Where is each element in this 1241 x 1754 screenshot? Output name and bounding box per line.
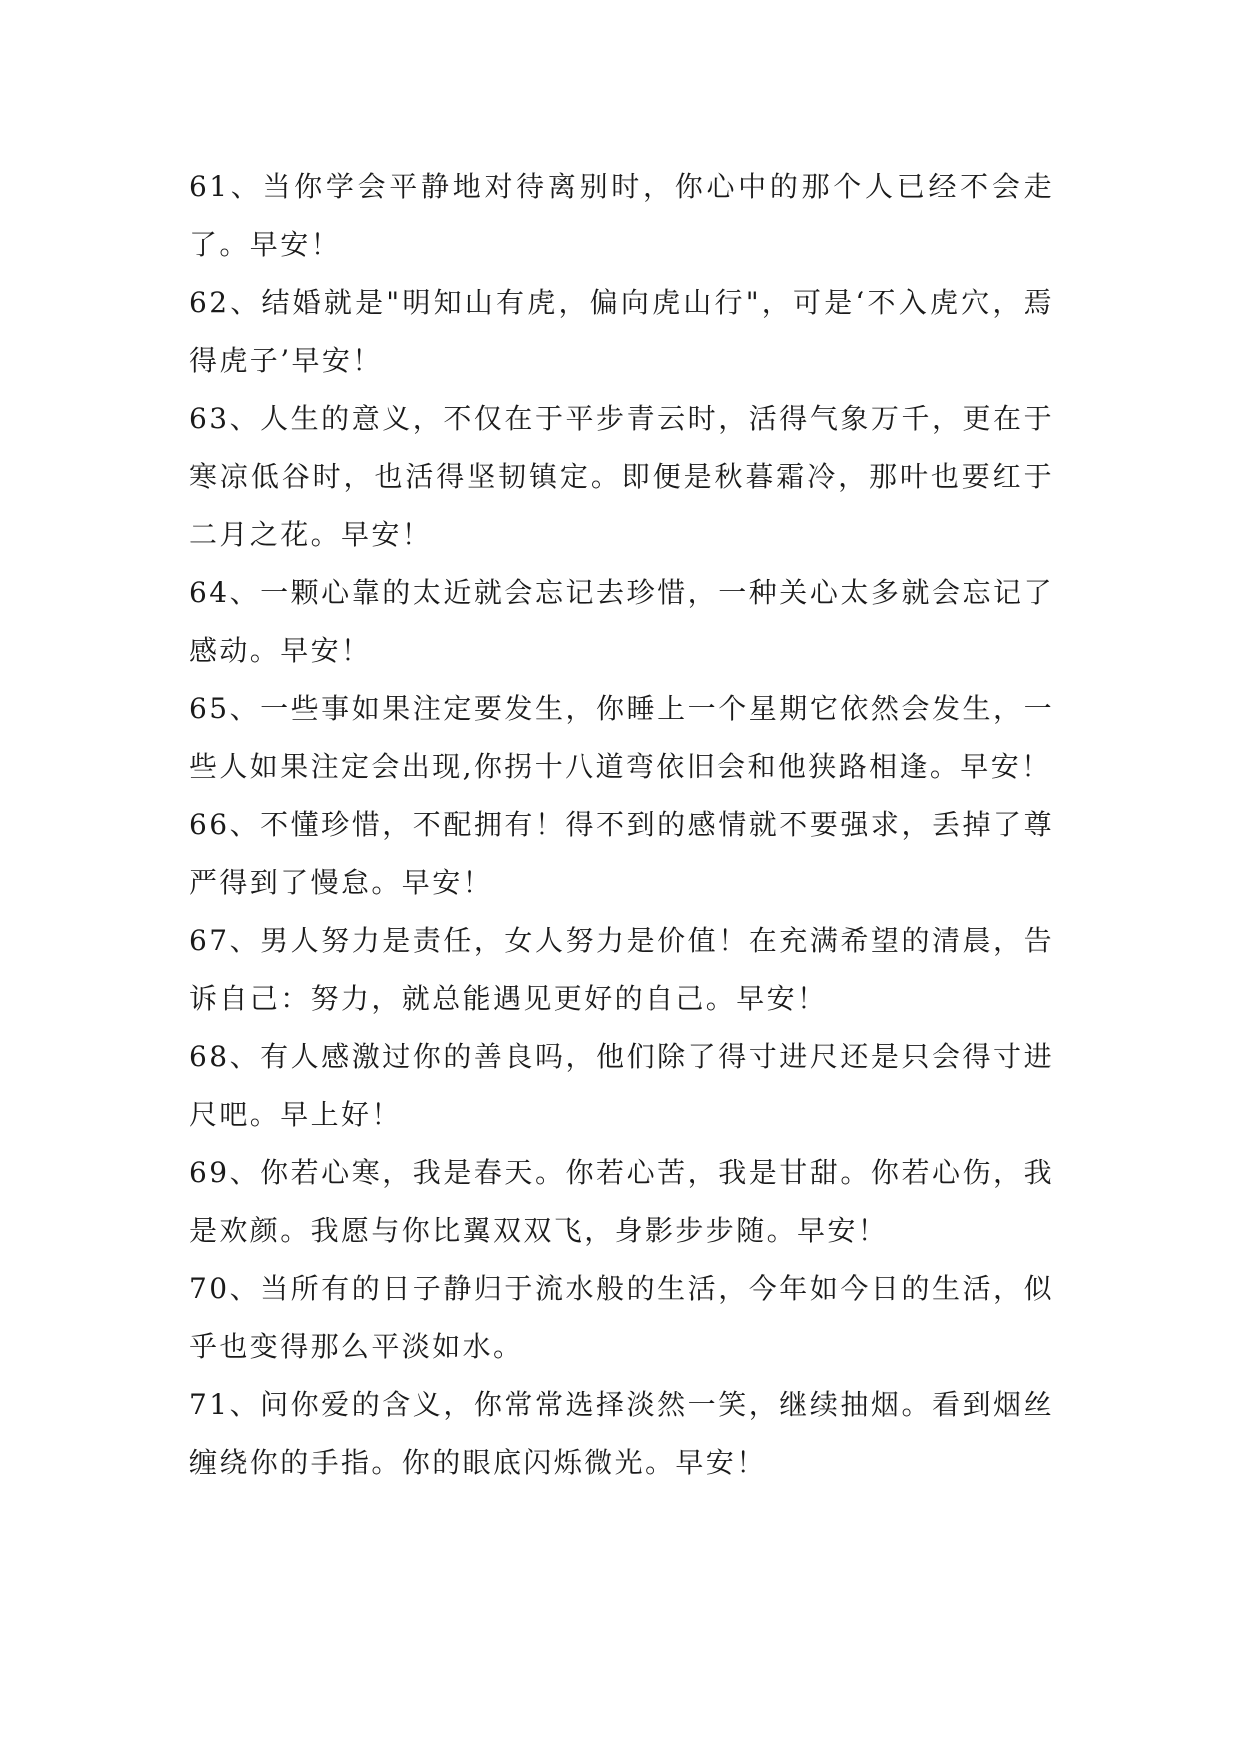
paragraph-69: 69、你若心寒，我是春天。你若心苦，我是甘甜。你若心伤，我是欢颜。我愿与你比翼双双飞，身影步步随。早安！ xyxy=(189,1156,1054,1247)
paragraph-64: 64、一颗心靠的太近就会忘记去珍惜，一种关心太多就会忘记了感动。早安！ xyxy=(189,576,1054,667)
paragraph-70: 70、当所有的日子静归于流水般的生活，今年如今日的生活，似乎也变得那么平淡如水。 xyxy=(189,1272,1054,1363)
paragraph-66: 66、不懂珍惜，不配拥有！得不到的感情就不要强求，丢掉了尊严得到了慢怠。早安！ xyxy=(189,808,1054,899)
paragraph-71: 71、问你爱的含义，你常常选择淡然一笑，继续抽烟。看到烟丝缠绕你的手指。你的眼底闪烁微光。早安！ xyxy=(189,1388,1054,1479)
document-body xyxy=(189,158,1054,1492)
paragraph-68: 68、有人感激过你的善良吗，他们除了得寸进尺还是只会得寸进尺吧。早上好！ xyxy=(189,1040,1054,1131)
paragraph-63: 63、人生的意义，不仅在于平步青云时，活得气象万千，更在于寒凉低谷时，也活得坚韧镇定。即便是秋暮霜冷，那叶也要红于二月之花。早安！ xyxy=(189,402,1054,551)
paragraph-62: 62、结婚就是"明知山有虎，偏向虎山行"，可是‘不入虎穴，焉得虎子’早安！ xyxy=(189,286,1054,377)
paragraph-65: 65、一些事如果注定要发生，你睡上一个星期它依然会发生，一些人如果注定会出现,你拐十八道弯依旧会和他狭路相逢。早安！ xyxy=(189,692,1054,783)
paragraph-67: 67、男人努力是责任，女人努力是价值！在充满希望的清晨，告诉自己：努力，就总能遇见更好的自己。早安！ xyxy=(189,924,1054,1015)
paragraph-61: 61、当你学会平静地对待离别时，你心中的那个人已经不会走了。早安！ xyxy=(189,170,1054,261)
